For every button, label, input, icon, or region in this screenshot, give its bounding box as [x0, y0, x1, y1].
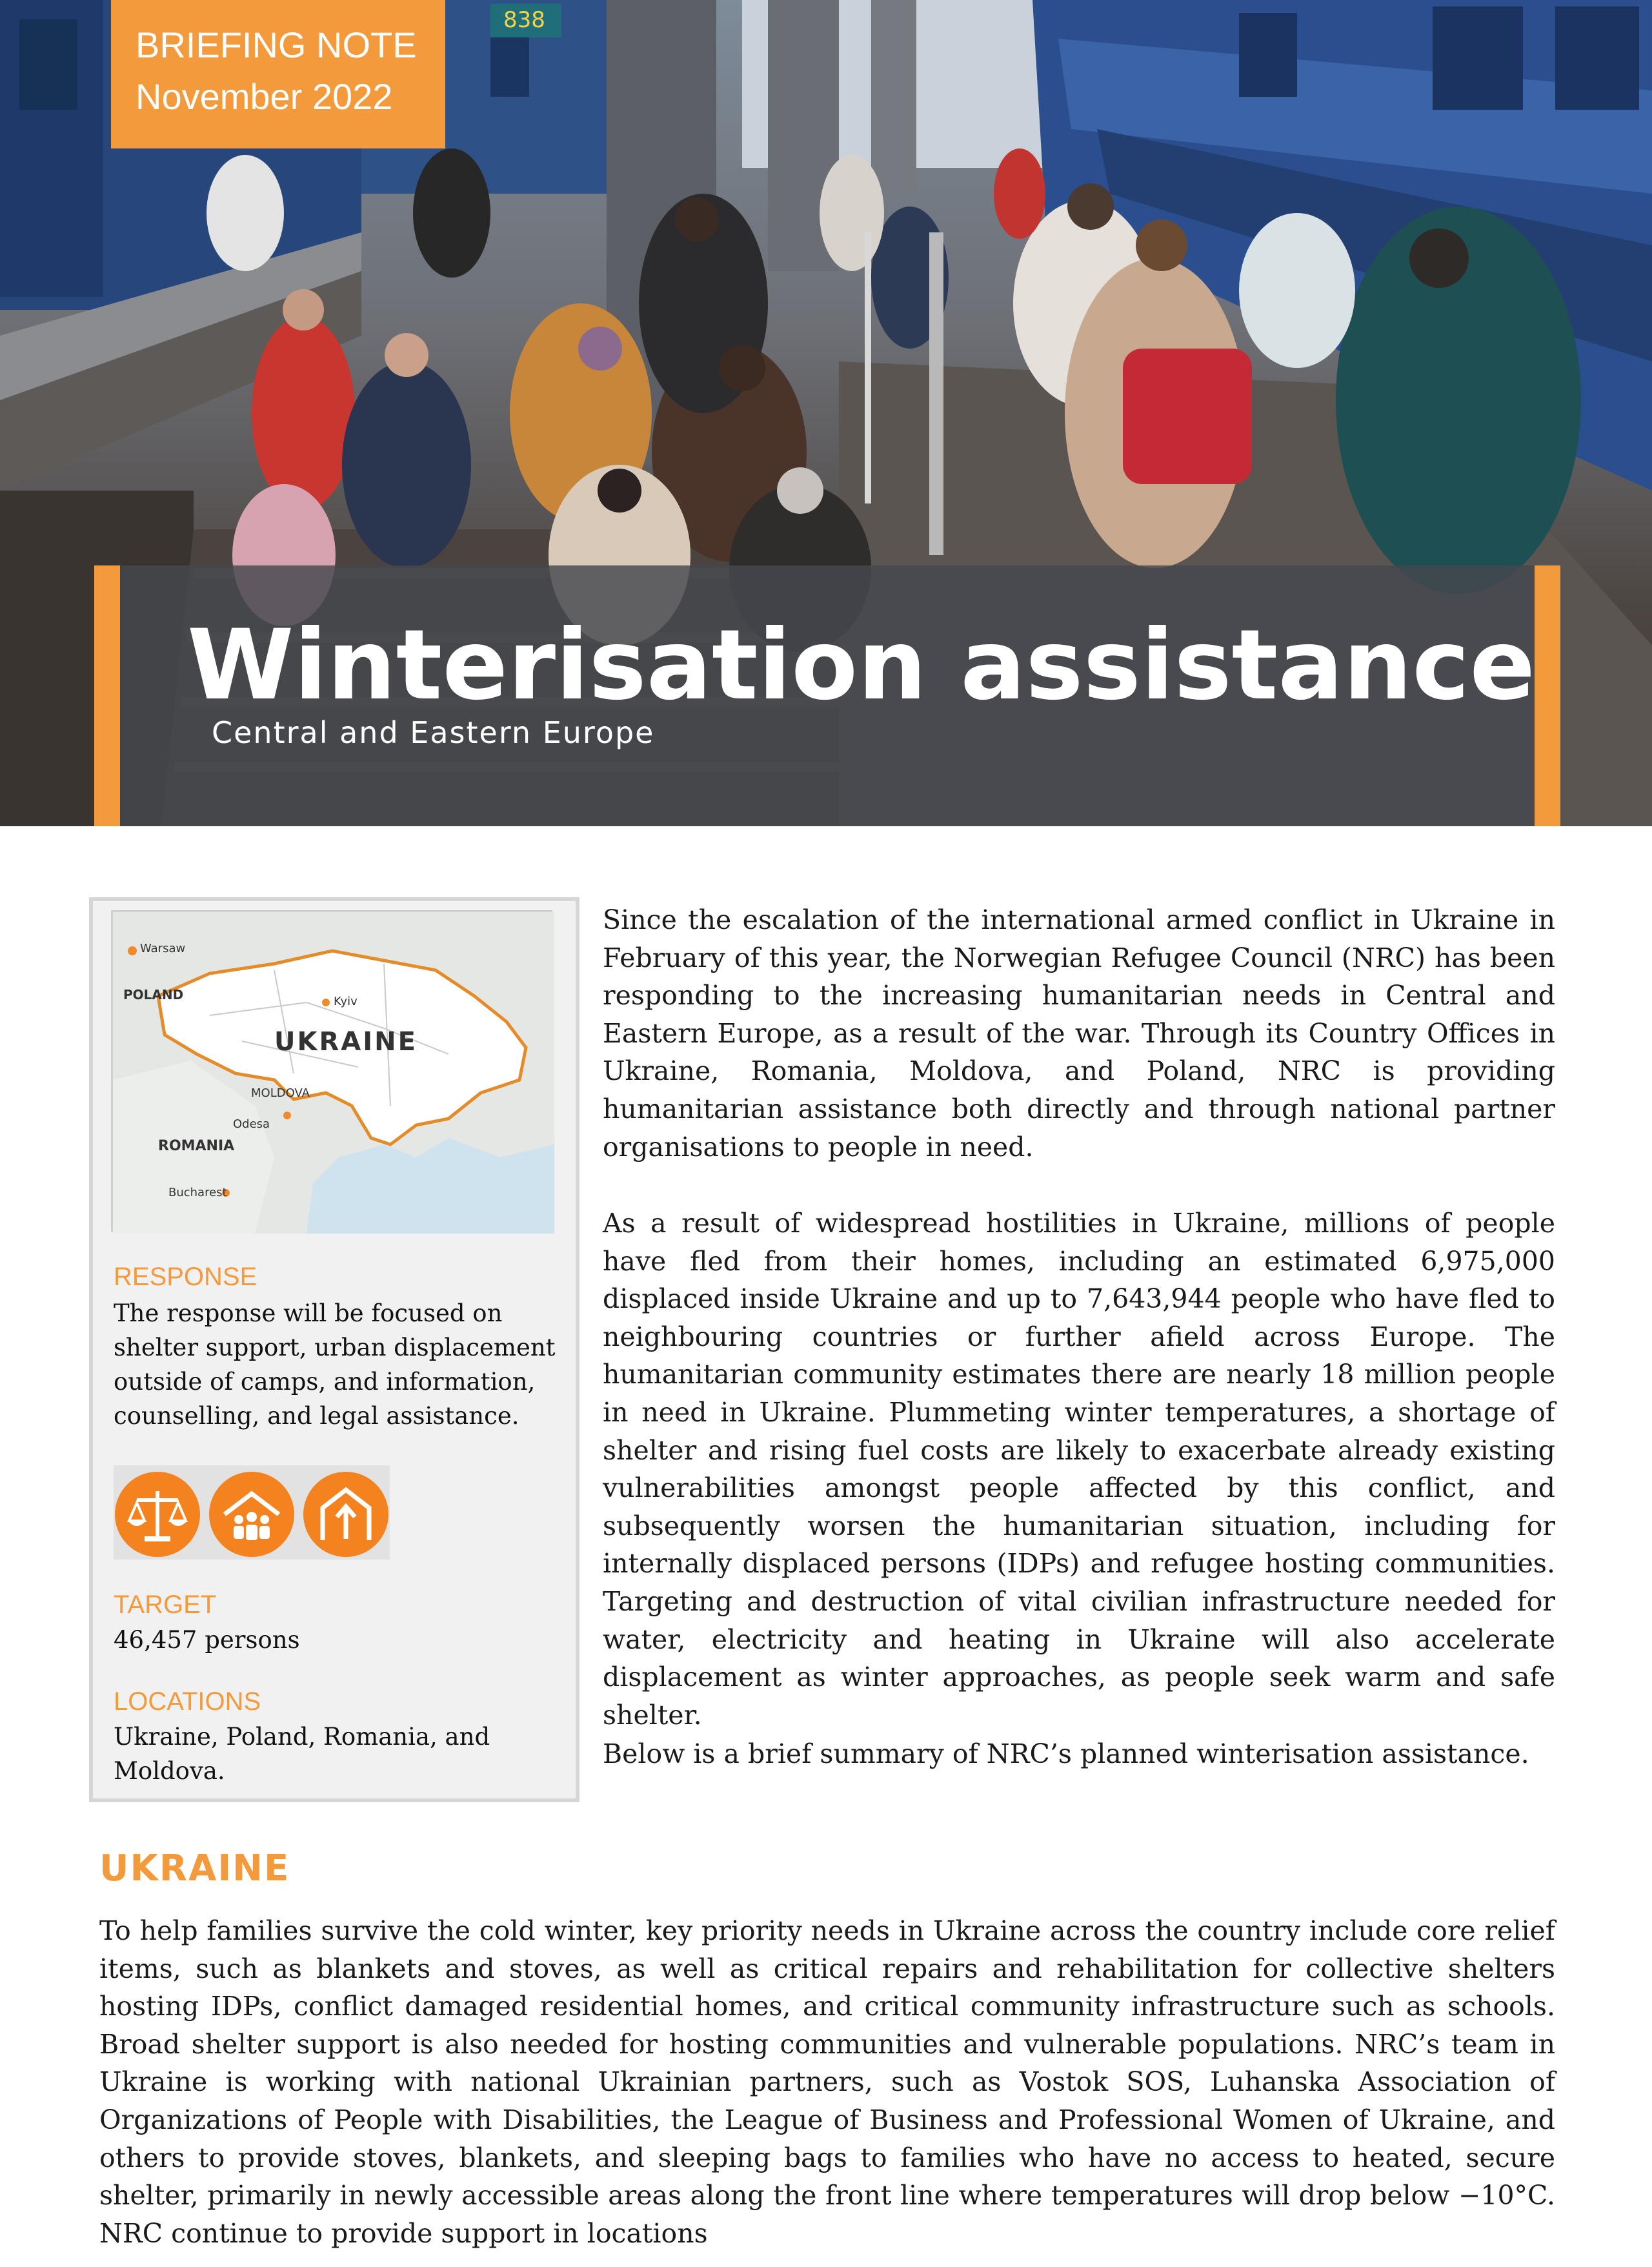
target-text: 46,457 persons: [114, 1626, 300, 1654]
page-subtitle: Central and Eastern Europe: [212, 715, 655, 750]
response-text: The response will be focused on shelter support, urban displacement outside of camps, and information, counselling, and legal assistance.: [114, 1299, 556, 1430]
map-label-kyiv: Kyiv: [334, 995, 358, 1008]
page-title: Winterisation assistance: [187, 609, 1536, 722]
hero-photo: [0, 0, 1652, 826]
locations-heading: LOCATIONS: [114, 1687, 261, 1716]
sector-icons: [114, 1465, 390, 1560]
response-heading: RESPONSE: [114, 1263, 257, 1291]
map-label-moldova: MOLDOVA: [251, 1086, 310, 1100]
house-arrow-icon: [303, 1472, 388, 1557]
map-label-romania: ROMANIA: [158, 1138, 235, 1154]
context-paragraph: As a result of widespread hostilities in Ukraine, millions of people have fled from their homes, including an estimated 6,975,000 displaced inside Ukraine and up to 7,643,944 people who have fled to neighbouring countries or further afield across Europe. The humanitarian community estimates there are nearly 18 million people in need in Ukraine. Plummeting winter temperatures, a shortage of shelter and rising fuel costs are likely to exacerbate already existing vulnerabilities amongst people affected by this conflict, and subsequently worsen the humanitarian situation, including for internally displaced persons (IDPs) and refugee hosting communities. Targeting and destruction of vital civilian infrastructure needed for water, electricity and heating in Ukraine will also accelerate displacement as winter approaches, as people seek warm and safe shelter.: [603, 1208, 1555, 1731]
map-label-bucharest: Bucharest: [168, 1186, 227, 1199]
badge-date: November 2022: [136, 76, 393, 117]
target-heading: TARGET: [114, 1591, 217, 1619]
platform-sign-number: 838: [503, 7, 545, 33]
community-shelter-icon: [209, 1472, 294, 1557]
badge-label: BRIEFING NOTE: [136, 25, 417, 65]
ukraine-paragraph: To help families survive the cold winter, key priority needs in Ukraine across the country include core relief items, such as blankets and stoves, as well as critical repairs and rehabilitation for collective shelters hosting IDPs, conflict damaged residential homes, and critical community infrastructure such as schools. Broad shelter support is also needed for hosting communities and vulnerable populations. NRC’s team in Ukraine is working with national Ukrainian partners, such as Vostok SOS, Luhanska Association of Organizations of People with Disabilities, the League of Business and Professional Women of Ukraine, and others to provide stoves, blankets, and sleeping bags to families who have no access to heated, secure shelter, primarily in newly accessible areas along the front line where temperatures will drop below −10°C. NRC continue to provide support in locations: [99, 1915, 1555, 2249]
section-heading-ukraine: UKRAINE: [99, 1847, 290, 1889]
locations-text: Ukraine, Poland, Romania, and Moldova.: [114, 1723, 490, 1785]
map-label-ukraine: UKRAINE: [274, 1027, 418, 1057]
map-label-odesa: Odesa: [233, 1117, 270, 1131]
intro-paragraph: Since the escalation of the international armed conflict in Ukraine in February of this year, the Norwegian Refugee Council (NRC) has been responding to the increasing humanitarian needs in Central and Eastern Europe, as a result of the war. Through its Country Offices in Ukraine, Romania, Moldova, and Poland, NRC is providing humanitarian assistance both directly and through national partner organisations to people in need.: [603, 904, 1555, 1163]
briefing-note-badge: [111, 0, 445, 148]
summary-paragraph: Below is a brief summary of NRC’s planned winterisation assistance.: [603, 1738, 1529, 1769]
legal-scales-icon: [115, 1472, 200, 1557]
ukraine-map: [111, 910, 552, 1232]
map-label-warsaw: Warsaw: [140, 942, 186, 955]
map-label-poland: POLAND: [123, 987, 184, 1002]
